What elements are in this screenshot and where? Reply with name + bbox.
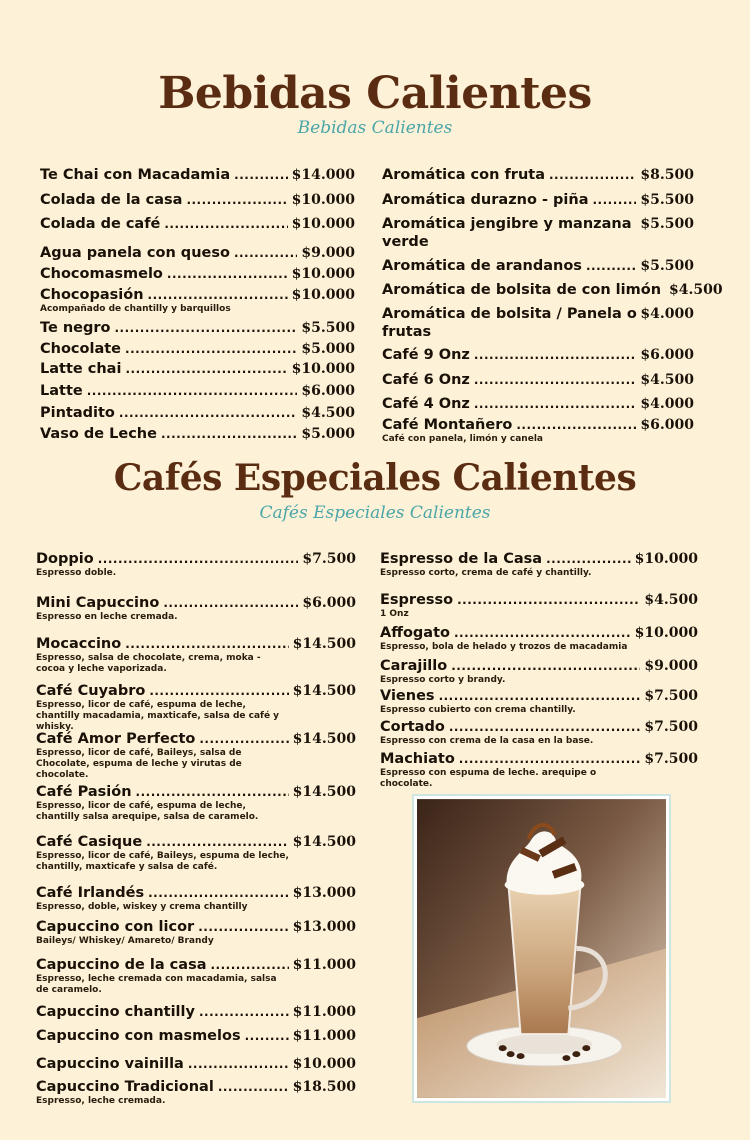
menu-item-row — [36, 1003, 356, 1021]
menu-item — [36, 1078, 356, 1107]
menu-item-row — [36, 918, 356, 936]
menu-item-row — [36, 884, 356, 902]
menu-item — [40, 166, 355, 184]
menu-item-row — [40, 244, 355, 262]
menu-item-price: $9.000 — [644, 658, 698, 674]
menu-item-price: $10.000 — [291, 361, 355, 377]
menu-item-name: Mocaccino — [36, 636, 122, 652]
menu-item — [382, 191, 694, 209]
menu-item-row — [40, 286, 355, 304]
menu-item — [382, 371, 694, 389]
menu-item-price: $10.000 — [291, 192, 355, 208]
leader-dots — [199, 730, 288, 748]
menu-item-row — [380, 750, 698, 768]
menu-item-name: Te negro — [40, 320, 111, 336]
menu-item-price: $14.500 — [292, 731, 356, 747]
leader-dots — [474, 395, 637, 413]
menu-item-row — [40, 425, 355, 443]
menu-item — [380, 657, 698, 686]
menu-item-row — [382, 395, 694, 413]
leader-dots — [167, 265, 288, 283]
leader-dots — [199, 1003, 289, 1021]
menu-item — [380, 750, 698, 790]
menu-item-price: $14.500 — [292, 834, 356, 850]
menu-item-description: Baileys/ Whiskey/ Amareto/ Brandy — [36, 936, 214, 946]
menu-item-price: $11.000 — [292, 957, 356, 973]
menu-item-row — [382, 416, 694, 434]
menu-item-description: Espresso, licor de café, Baileys, salsa de Chocolate, espuma de leche y virutas de chocolate. — [36, 748, 242, 780]
menu-item-row — [36, 550, 356, 568]
menu-item-price: $6.000 — [301, 383, 355, 399]
menu-item-description: Espresso, leche cremada. — [36, 1096, 166, 1106]
menu-item-description: Espresso, leche cremada con macadamia, salsa de caramelo. — [36, 974, 277, 995]
menu-item-price: $10.000 — [291, 287, 355, 303]
leader-dots — [516, 416, 636, 434]
menu-item-price: $10.000 — [292, 1056, 356, 1072]
leader-dots — [546, 550, 631, 568]
menu-item-name: Espresso — [380, 592, 454, 608]
menu-item-price: $4.500 — [640, 372, 694, 388]
menu-item-description: Espresso doble. — [36, 568, 117, 578]
menu-item — [40, 340, 355, 358]
section-subtitle: Cafés Especiales Calientes — [259, 503, 491, 523]
menu-item-row — [40, 215, 355, 233]
menu-item-row — [380, 624, 698, 642]
leader-dots — [148, 286, 288, 304]
menu-item-row — [40, 265, 355, 283]
menu-item-name: Aromática de bolsita de con limón — [382, 282, 662, 298]
menu-item-name: Capuccino vainilla — [36, 1056, 184, 1072]
leader-dots — [148, 884, 289, 902]
menu-item-price: $5.500 — [640, 216, 694, 232]
menu-item-row — [36, 682, 356, 700]
menu-item — [382, 215, 694, 251]
menu-item-name: Chocolate — [40, 341, 122, 357]
menu-item — [380, 687, 698, 716]
menu-item — [36, 730, 356, 781]
menu-item-description: Espresso con espuma de leche. arequipe o chocolate. — [380, 768, 597, 789]
menu-item-price: $13.000 — [292, 885, 356, 901]
leader-dots — [161, 425, 297, 443]
leader-dots — [210, 956, 288, 974]
leader-dots — [136, 783, 289, 801]
menu-item-name: Colada de café — [40, 216, 161, 232]
menu-item-price: $5.500 — [640, 192, 694, 208]
leader-dots — [457, 591, 640, 609]
menu-item-price: $11.000 — [292, 1004, 356, 1020]
leader-dots — [218, 1078, 289, 1096]
menu-item-description: Espresso corto, crema de café y chantilly. — [380, 568, 592, 578]
menu-item-price: $14.000 — [291, 167, 355, 183]
menu-item — [36, 635, 356, 675]
menu-item-row — [382, 371, 694, 389]
menu-item-description: 1 Onz — [380, 609, 409, 619]
menu-item-name: Te Chai con Macadamia — [40, 167, 231, 183]
menu-item — [380, 550, 698, 579]
menu-item-price: $4.500 — [301, 405, 355, 421]
menu-item — [40, 286, 355, 315]
menu-item-row — [382, 191, 694, 209]
menu-item-name: Capuccino con licor — [36, 919, 195, 935]
menu-item-row — [40, 340, 355, 358]
menu-item-price: $9.000 — [301, 245, 355, 261]
menu-item-row — [36, 833, 356, 851]
menu-item-name: Chocomasmelo — [40, 266, 163, 282]
menu-item-row — [40, 191, 355, 209]
menu-item-price: $14.500 — [292, 683, 356, 699]
menu-item-name: Café 6 Onz — [382, 372, 470, 388]
menu-item-row — [380, 550, 698, 568]
menu-item-row — [382, 346, 694, 364]
menu-item — [382, 346, 694, 364]
menu-item-row — [382, 166, 694, 184]
leader-dots — [125, 360, 287, 378]
menu-item-name: Café Amor Perfecto — [36, 731, 196, 747]
menu-item-price: $10.000 — [634, 625, 698, 641]
menu-item-price: $6.000 — [640, 347, 694, 363]
menu-item-name: Aromática durazno - piña — [382, 192, 589, 208]
menu-item — [380, 591, 698, 620]
menu-item-name: Colada de la casa — [40, 192, 183, 208]
menu-item-name: Aromática de arandanos — [382, 258, 582, 274]
menu-item-price: $4.000 — [640, 396, 694, 412]
menu-item-description: Café con panela, limón y canela — [382, 434, 543, 444]
menu-item — [382, 395, 694, 413]
leader-dots — [451, 657, 640, 675]
menu-item-price: $10.000 — [291, 266, 355, 282]
menu-item-price: $5.500 — [301, 320, 355, 336]
menu-item-description: Espresso con crema de la casa en la base. — [380, 736, 594, 746]
menu-item-name: Agua panela con queso — [40, 245, 230, 261]
menu-item-name: Mini Capuccino — [36, 595, 160, 611]
coffee-photo — [412, 794, 671, 1103]
leader-dots — [474, 371, 637, 389]
menu-item-row — [36, 956, 356, 974]
menu-item-name: Café 4 Onz — [382, 396, 470, 412]
menu-item — [36, 956, 356, 996]
section-subtitle: Bebidas Calientes — [297, 118, 453, 138]
menu-item-name: Cortado — [380, 719, 445, 735]
menu-item-name: Doppio — [36, 551, 94, 567]
menu-item-name: Capuccino con masmelos — [36, 1028, 241, 1044]
leader-dots — [586, 257, 636, 275]
menu-item-name: Capuccino chantilly — [36, 1004, 195, 1020]
menu-item — [382, 257, 694, 275]
leader-dots — [459, 750, 641, 768]
menu-item-name: Aromática jengibre y manzana verde — [382, 216, 632, 250]
menu-item-row — [380, 718, 698, 736]
menu-item-description: Espresso, salsa de chocolate, crema, moka - cocoa y leche vaporizada. — [36, 653, 261, 674]
menu-item — [36, 1003, 356, 1021]
menu-item-price: $14.500 — [292, 636, 356, 652]
menu-item-name: Café Cuyabro — [36, 683, 146, 699]
menu-item-row — [382, 281, 723, 299]
menu-item — [40, 265, 355, 283]
menu-item-row — [36, 635, 356, 653]
menu-item-description: Espresso, licor de café, Baileys, espuma de leche, chantilly, maxticafe y salsa de café. — [36, 851, 289, 872]
menu-item-price: $14.500 — [292, 784, 356, 800]
menu-item-description: Acompañado de chantilly y barquillos — [40, 304, 231, 314]
menu-item-row — [380, 687, 698, 705]
menu-item — [40, 319, 355, 337]
menu-item-price: $4.500 — [644, 592, 698, 608]
menu-item — [36, 550, 356, 579]
menu-item — [40, 191, 355, 209]
menu-item-name: Chocopasión — [40, 287, 144, 303]
menu-item-row — [380, 657, 698, 675]
menu-item-row — [382, 215, 694, 251]
menu-item-name: Café Irlandés — [36, 885, 145, 901]
menu-item-row — [36, 730, 356, 748]
menu-item-name: Latte — [40, 383, 83, 399]
menu-item-price: $6.000 — [640, 417, 694, 433]
menu-item-name: Latte chai — [40, 361, 122, 377]
leader-dots — [449, 718, 641, 736]
leader-dots — [87, 382, 298, 400]
menu-item-name: Capuccino Tradicional — [36, 1079, 214, 1095]
menu-item-name: Café Pasión — [36, 784, 132, 800]
menu-item-description: Espresso, licor de café, espuma de leche, chantilly salsa arequipe, salsa de caramelo. — [36, 801, 259, 822]
menu-item-price: $4.500 — [669, 282, 723, 298]
menu-item — [36, 833, 356, 873]
menu-item — [40, 215, 355, 233]
menu-item-row — [40, 360, 355, 378]
page-title: Bebidas Calientes — [158, 68, 592, 119]
menu-item-row — [40, 166, 355, 184]
menu-item-name: Espresso de la Casa — [380, 551, 543, 567]
menu-item — [40, 360, 355, 378]
leader-dots — [115, 319, 298, 337]
menu-item-row — [40, 319, 355, 337]
leader-dots — [188, 1055, 289, 1073]
menu-item — [36, 682, 356, 733]
menu-item-row — [382, 257, 694, 275]
menu-item-row — [380, 591, 698, 609]
leader-dots — [125, 340, 297, 358]
menu-item-name: Vaso de Leche — [40, 426, 157, 442]
menu-item-name: Carajillo — [380, 658, 448, 674]
menu-item-name: Aromática con fruta — [382, 167, 545, 183]
menu-item — [382, 305, 694, 341]
menu-item-price: $7.500 — [644, 751, 698, 767]
leader-dots — [234, 166, 288, 184]
menu-item-name: Vienes — [380, 688, 435, 704]
menu-item-price: $10.000 — [634, 551, 698, 567]
menu-item-description: Espresso, doble, wiskey y crema chantilly — [36, 902, 248, 912]
leader-dots — [164, 215, 287, 233]
menu-item — [36, 594, 356, 623]
menu-item-price: $5.500 — [640, 258, 694, 274]
iced-coffee-glass-photo — [417, 799, 666, 1098]
leader-dots — [198, 918, 288, 936]
menu-item-price: $7.500 — [302, 551, 356, 567]
menu-item — [40, 382, 355, 400]
leader-dots — [186, 191, 287, 209]
leader-dots — [549, 166, 636, 184]
menu-item-name: Pintadito — [40, 405, 115, 421]
menu-item-row — [36, 1078, 356, 1096]
menu-item-row — [36, 594, 356, 612]
menu-item-row — [36, 783, 356, 801]
menu-item — [40, 425, 355, 443]
leader-dots — [593, 191, 637, 209]
leader-dots — [98, 550, 299, 568]
menu-item-row — [36, 1055, 356, 1073]
leader-dots — [454, 624, 631, 642]
leader-dots — [163, 594, 298, 612]
menu-item — [382, 281, 723, 299]
menu-item-price: $8.500 — [640, 167, 694, 183]
menu-item-row — [36, 1027, 356, 1045]
menu-item-description: Espresso en leche cremada. — [36, 612, 178, 622]
menu-item — [40, 244, 355, 262]
menu-item-name: Affogato — [380, 625, 450, 641]
menu-item-name: Machiato — [380, 751, 455, 767]
menu-item-price: $7.500 — [644, 719, 698, 735]
menu-item — [382, 166, 694, 184]
menu-item-price: $5.000 — [301, 426, 355, 442]
menu-item-price: $6.000 — [302, 595, 356, 611]
menu-item-row — [40, 404, 355, 422]
menu-item-row — [382, 305, 694, 341]
menu-item-price: $13.000 — [292, 919, 356, 935]
leader-dots — [439, 687, 641, 705]
menu-item — [40, 404, 355, 422]
menu-item-name: Café Montañero — [382, 417, 513, 433]
menu-item — [36, 918, 356, 947]
menu-item-name: Café 9 Onz — [382, 347, 470, 363]
menu-item-description: Espresso cubierto con crema chantilly. — [380, 705, 576, 715]
menu-item — [36, 783, 356, 823]
menu-item-price: $10.000 — [291, 216, 355, 232]
menu-item-description: Espresso, licor de café, espuma de leche, chantilly macadamia, maxticafe, salsa de café y whisky. — [36, 700, 280, 732]
menu-item-name: Capuccino de la casa — [36, 957, 207, 973]
menu-item-price: $7.500 — [644, 688, 698, 704]
menu-item — [36, 1027, 356, 1045]
menu-item — [380, 624, 698, 653]
menu-item-row — [40, 382, 355, 400]
menu-item-description: Espresso corto y brandy. — [380, 675, 506, 685]
leader-dots — [245, 1027, 289, 1045]
menu-item-description: Espresso, bola de helado y trozos de macadamia — [380, 642, 628, 652]
leader-dots — [119, 404, 298, 422]
menu-item-price: $18.500 — [292, 1079, 356, 1095]
menu-item-name: Café Casique — [36, 834, 143, 850]
leader-dots — [474, 346, 637, 364]
menu-item-price: $5.000 — [301, 341, 355, 357]
menu-item-price: $11.000 — [292, 1028, 356, 1044]
leader-dots — [234, 244, 297, 262]
menu-item — [380, 718, 698, 747]
menu-item — [382, 416, 694, 445]
menu-item-name: Aromática de bolsita / Panela o frutas — [382, 306, 637, 340]
menu-item — [36, 884, 356, 913]
section-title: Cafés Especiales Calientes — [113, 457, 637, 499]
leader-dots — [149, 682, 288, 700]
leader-dots — [125, 635, 288, 653]
menu-item-price: $4.000 — [640, 306, 694, 322]
menu-item — [36, 1055, 356, 1073]
leader-dots — [146, 833, 288, 851]
